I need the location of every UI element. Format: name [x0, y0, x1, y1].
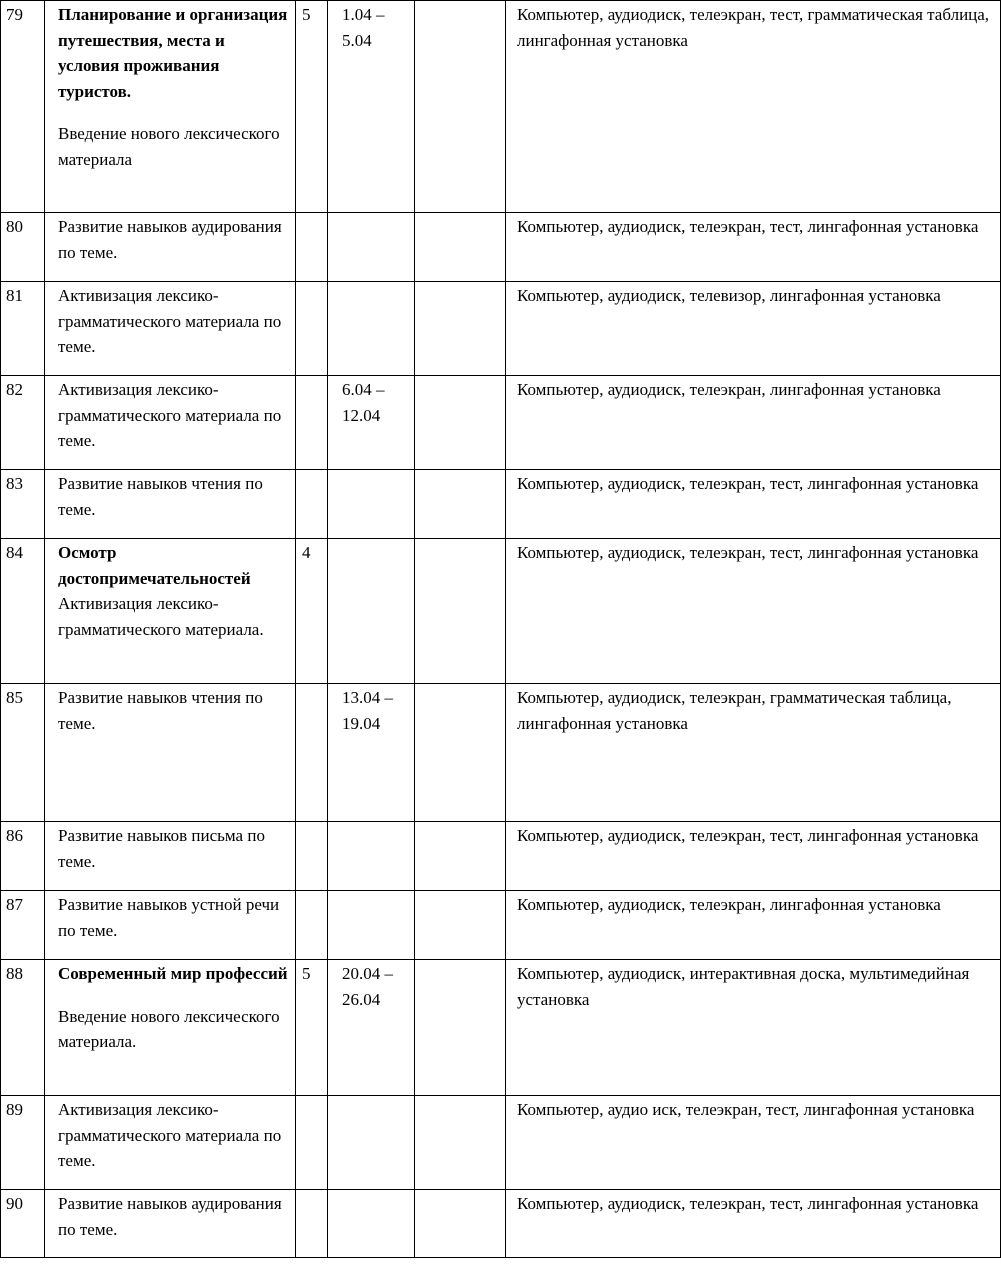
hours-cell [296, 470, 328, 539]
table-row [1, 891, 1001, 960]
blank-cell [415, 1190, 506, 1258]
lesson-topic-cell [45, 684, 296, 822]
table-row [1, 376, 1001, 470]
dates-cell [328, 1190, 415, 1258]
lesson-description: Активизация лексико-грамматического материала по теме. [58, 1100, 282, 1170]
lesson-description: Развитие навыков аудирования по теме. [58, 1194, 282, 1239]
dates-cell [328, 470, 415, 539]
equipment-cell: Компьютер, аудиодиск, телеэкран, тест, лингафонная установка [506, 1190, 1001, 1258]
lesson-description: Активизация лексико-грамматического материала по теме. [58, 286, 282, 356]
hours-cell [296, 376, 328, 470]
hours-cell: 4 [296, 539, 328, 684]
dates-cell [328, 822, 415, 891]
blank-cell [415, 213, 506, 282]
blank-cell [415, 282, 506, 376]
table-row [1, 213, 1001, 282]
lesson-topic-cell [45, 539, 296, 684]
lesson-description: Активизация лексико-грамматического материала. [58, 594, 264, 639]
lesson-topic-cell [45, 1096, 296, 1190]
lesson-number-cell: 86 [1, 822, 45, 891]
lesson-description: Введение нового лексического материала. [58, 1006, 280, 1051]
blank-cell [415, 539, 506, 684]
blank-cell [415, 684, 506, 822]
lesson-topic-cell [45, 1, 296, 213]
lesson-number-cell: 80 [1, 213, 45, 282]
table-body [1, 1, 1001, 1258]
blank-cell [415, 1096, 506, 1190]
lesson-topic-cell [45, 822, 296, 891]
lesson-topic-cell [45, 282, 296, 376]
dates-cell [328, 891, 415, 960]
lesson-number-cell: 87 [1, 891, 45, 960]
table-row [1, 1, 1001, 213]
hours-cell [296, 213, 328, 282]
table-row [1, 684, 1001, 822]
lesson-topic-cell [45, 960, 296, 1096]
equipment-cell: Компьютер, аудиодиск, телеэкран, тест, лингафонная установка [506, 470, 1001, 539]
dates-cell: 1.04 – 5.04 [328, 1, 415, 213]
dates-cell [328, 282, 415, 376]
table-row [1, 1096, 1001, 1190]
equipment-cell: Компьютер, аудиодиск, телеэкран, тест, лингафонная установка [506, 213, 1001, 282]
hours-cell [296, 684, 328, 822]
hours-cell [296, 282, 328, 376]
lesson-description: Развитие навыков аудирования по теме. [58, 217, 282, 262]
table-row [1, 539, 1001, 684]
equipment-cell: Компьютер, аудиодиск, телеэкран, тест, лингафонная установка [506, 822, 1001, 891]
equipment-cell: Компьютер, аудиодиск, телеэкран, тест, грамматическая таблица, лингафонная установка [506, 1, 1001, 213]
lesson-description: Развитие навыков чтения по теме. [58, 474, 263, 519]
lesson-description: Развитие навыков устной речи по теме. [58, 895, 280, 940]
dates-cell: 13.04 – 19.04 [328, 684, 415, 822]
dates-cell [328, 1096, 415, 1190]
hours-cell [296, 1096, 328, 1190]
lesson-number-cell: 84 [1, 539, 45, 684]
table-row [1, 822, 1001, 891]
lesson-number-cell: 89 [1, 1096, 45, 1190]
equipment-cell: Компьютер, аудиодиск, телеэкран, лингафонная установка [506, 376, 1001, 470]
hours-cell [296, 822, 328, 891]
lesson-topic-cell [45, 1190, 296, 1258]
blank-cell [415, 376, 506, 470]
hours-cell [296, 1190, 328, 1258]
table-row [1, 960, 1001, 1096]
section-title: Осмотр достопримечательностей [58, 543, 251, 588]
table-row [1, 282, 1001, 376]
equipment-cell: Компьютер, аудиодиск, интерактивная доска, мультимедийная установка [506, 960, 1001, 1096]
table-row [1, 1190, 1001, 1258]
lesson-description: Развитие навыков письма по теме. [58, 826, 265, 871]
dates-cell: 20.04 – 26.04 [328, 960, 415, 1096]
blank-cell [415, 1, 506, 213]
lesson-number-cell: 81 [1, 282, 45, 376]
dates-cell [328, 539, 415, 684]
equipment-cell: Компьютер, аудио иск, телеэкран, тест, лингафонная установка [506, 1096, 1001, 1190]
hours-cell [296, 891, 328, 960]
section-title: Современный мир профессий [58, 964, 288, 983]
hours-cell: 5 [296, 1, 328, 213]
blank-cell [415, 960, 506, 1096]
equipment-cell: Компьютер, аудиодиск, телевизор, лингафонная установка [506, 282, 1001, 376]
table-row [1, 470, 1001, 539]
lesson-number-cell: 88 [1, 960, 45, 1096]
equipment-cell: Компьютер, аудиодиск, телеэкран, тест, лингафонная установка [506, 539, 1001, 684]
lesson-topic-cell [45, 470, 296, 539]
equipment-cell: Компьютер, аудиодиск, телеэкран, грамматическая таблица, лингафонная установка [506, 684, 1001, 822]
section-title: Планирование и организация путешествия, места и условия проживания туристов. [58, 5, 288, 101]
blank-cell [415, 891, 506, 960]
lesson-description: Активизация лексико-грамматического материала по теме. [58, 380, 282, 450]
lesson-number-cell: 82 [1, 376, 45, 470]
blank-cell [415, 822, 506, 891]
lesson-topic-cell [45, 376, 296, 470]
hours-cell: 5 [296, 960, 328, 1096]
lesson-number-cell: 90 [1, 1190, 45, 1258]
dates-cell [328, 213, 415, 282]
lesson-number-cell: 79 [1, 1, 45, 213]
lesson-number-cell: 85 [1, 684, 45, 822]
lesson-number-cell: 83 [1, 470, 45, 539]
dates-cell: 6.04 – 12.04 [328, 376, 415, 470]
blank-cell [415, 470, 506, 539]
lesson-topic-cell [45, 891, 296, 960]
lesson-topic-cell [45, 213, 296, 282]
lesson-description: Развитие навыков чтения по теме. [58, 688, 263, 733]
lesson-description: Введение нового лексического материала [58, 124, 280, 169]
equipment-cell: Компьютер, аудиодиск, телеэкран, лингафонная установка [506, 891, 1001, 960]
